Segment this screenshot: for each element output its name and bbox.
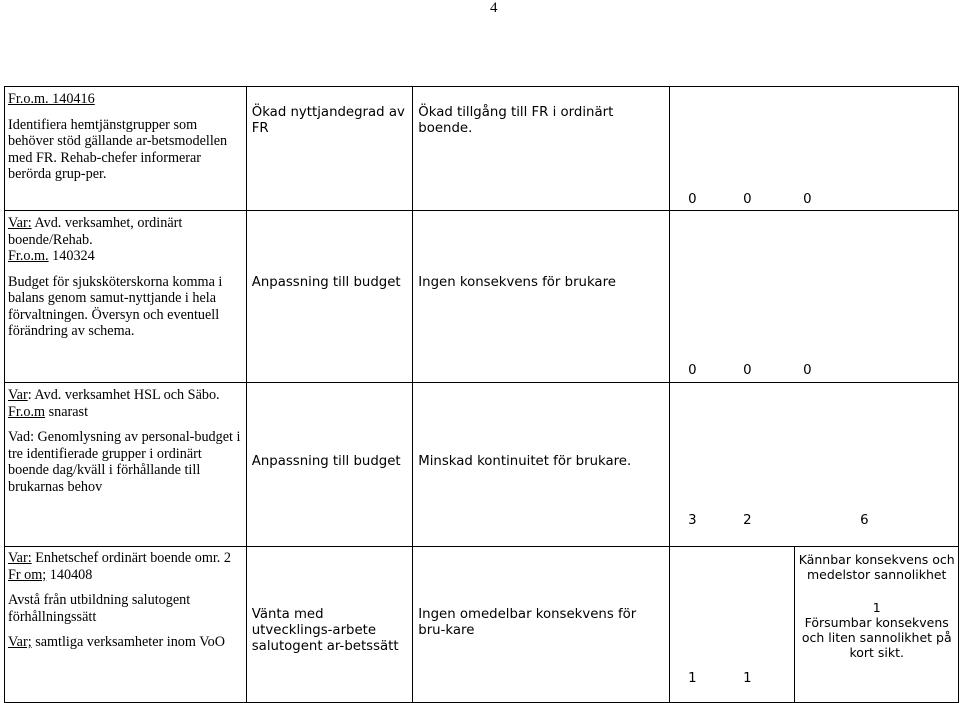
page-number: 4 [490, 0, 498, 16]
score-3: 0 [803, 363, 812, 378]
score-1: 0 [688, 363, 697, 378]
action-text: Vad: Genomlysning av personal-budget i tre identifierade grupper i ordinärt boende dag/kväll i förhållande till brukarnas behov [8, 429, 241, 495]
effect-cell [246, 211, 413, 383]
action-plan-table [4, 86, 959, 703]
responsible-2 [8, 634, 243, 651]
score-2: 1 [743, 671, 752, 686]
action-cell [5, 383, 247, 547]
action-text: Identifiera hemtjänstgrupper som behöver stöd gällande ar-betsmodellen med FR. Rehab-chefer informerar berörda grup-per. [8, 116, 228, 182]
consequence-text: Ingen konsekvens för brukare [418, 275, 616, 290]
action-cell [5, 87, 247, 211]
effect-text: Anpassning till budget [251, 454, 401, 469]
table-row [5, 87, 959, 211]
from-date [8, 404, 243, 421]
legend-cell [795, 547, 959, 703]
table-row [5, 211, 959, 383]
from-date: Fr.o.m. 140416 [8, 91, 95, 107]
table-row [5, 383, 959, 547]
from-text: snarast [45, 403, 89, 420]
score-2: 2 [743, 513, 752, 528]
consequence-text: Ökad tillgång till FR i ordinärt boende. [418, 105, 614, 136]
var-label: Var: [8, 215, 32, 231]
score-cell [670, 547, 795, 703]
var-text: samtliga verksamheter inom VoO [31, 634, 225, 650]
score-1: 0 [688, 192, 697, 207]
score-cell [670, 87, 959, 211]
var-text: Avd. verksamhet, ordinärt boende/Rehab. [8, 215, 183, 248]
effect-cell [246, 547, 413, 703]
effect-text: Vänta med utvecklings-arbete salutogent ar-betssätt [251, 607, 399, 654]
score-1: 3 [688, 513, 697, 528]
from-label: Fr om; [8, 566, 47, 583]
score-1: 1 [688, 671, 697, 686]
action-text: Budget för sjuksköterskorna komma i balans genom samut-nyttjande i hela förvaltningen. Översyn och eventuell förändring av schema. [8, 273, 223, 339]
effect-text: Anpassning till budget [251, 275, 401, 290]
consequence-cell [413, 383, 670, 547]
from-text: 140324 [48, 248, 95, 264]
from-label: Fr.o.m [8, 403, 46, 420]
var-label: Var [8, 387, 28, 403]
responsible [8, 215, 243, 248]
var-label: Var; [8, 634, 32, 650]
consequence-cell [413, 547, 670, 703]
from-date [8, 248, 243, 265]
action-cell [5, 547, 247, 703]
action-cell [5, 211, 247, 383]
legend-number: 1 [872, 600, 881, 615]
legend-top: Kännbar konsekvens och medelstor sannolikhet [798, 552, 955, 582]
responsible [8, 550, 243, 567]
effect-cell [246, 383, 413, 547]
var-text: : Avd. verksamhet HSL och Säbo. [27, 387, 220, 403]
score-cell [670, 383, 959, 547]
score-3: 0 [803, 192, 812, 207]
table-row [5, 547, 959, 703]
score-2: 0 [743, 192, 752, 207]
consequence-cell [413, 211, 670, 383]
from-label: Fr.o.m. [8, 248, 49, 264]
consequence-cell [413, 87, 670, 211]
score-3: 6 [860, 513, 869, 528]
legend-bottom: Försumbar konsekvens och liten sannolikhet på kort sikt. [801, 615, 952, 660]
effect-text: Ökad nyttjandegrad av FR [251, 105, 405, 136]
consequence-text: Minskad kontinuitet för brukare. [418, 454, 632, 469]
score-cell [670, 211, 959, 383]
action-text: Avstå från utbildning salutogent förhållningssätt [8, 592, 191, 625]
var-label: Var: [8, 550, 32, 566]
from-text: 140408 [46, 566, 93, 583]
score-2: 0 [743, 363, 752, 378]
from-date [8, 567, 243, 584]
effect-cell [246, 87, 413, 211]
var-text: Enhetschef ordinärt boende omr. 2 [31, 550, 231, 566]
responsible [8, 387, 243, 404]
consequence-text: Ingen omedelbar konsekvens för bru-kare [418, 607, 637, 638]
